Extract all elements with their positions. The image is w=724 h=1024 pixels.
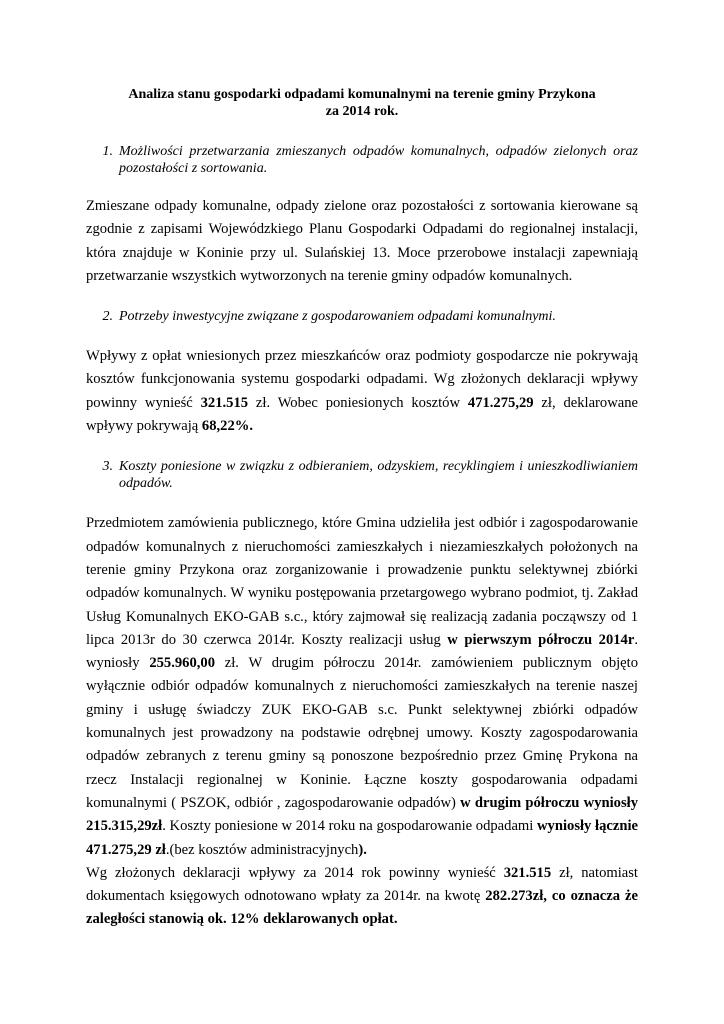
p2-bold-coverage-percent: 68,22%. [201, 418, 253, 435]
p3-text-1: Przedmiotem zamówienia publicznego, które Gmina udzieliła jest odbiór i zagospodarowanie odpadów komunalnych z nieruchomości zamieszkałych i niezamieszkałych położonych na terenie gminy Przykona oraz zorganizowanie i prowadzenie punktu selektywnej zbiórki odpadów komunalnych. W wyniku postępowania przetargowego wybrano podmiot, tj. Zakład Usług Komunalnych EKO-GAB s.c., który zajmował się realizacją zadania począwszy od 1 lipca 2013r do 30 czerwca 2014r. Koszty realizacji usług [86, 515, 638, 648]
p2-text-1: Wpływy z opłat wniesionych przez mieszkańców oraz podmioty gospodarcze nie pokrywają kosztów funkcjonowania systemu gospodarki odpadami. Wg złożonych deklaracji wpływy powinny wynieść [86, 348, 638, 411]
section-heading-3 [86, 458, 638, 492]
p2-bold-total-costs: 471.275,29 [467, 394, 534, 411]
p3-text-3: zł. W drugim półroczu 2014r. zamówieniem publicznym objęto wyłącznie odbiór odpadów komunalnych z nieruchomości zamieszkałych na terenie naszej gminy i usługę świadczy ZUK EKO-GAB s.c. Punkt selektywnej zbiórki odpadów komunalnych jest prowadzony na podstawie odrębnej umowy. Koszty zagospodarowania odpadów zebranych z terenu gminy są ponoszone bezpośrednio przez Gminę Prykona na rzecz Instalacji regionalnej w Koninie. Łączne koszty gospodarowania odpadami komunalnymi ( PSZOK, odbiór , zagospodarowanie odpadów) [86, 655, 639, 811]
p4-bold-arrears: 282.273zł, co oznacza że zaległości stanowią ok. 12% deklarowanych opłat. [86, 888, 638, 928]
section-heading-text-1: Możliwości przetwarzania zmieszanych odpadów komunalnych, odpadów zielonych oraz pozostałości z sortowania. [119, 144, 638, 176]
paragraph-4 [86, 862, 638, 932]
p3-bold-closing: ). [358, 841, 367, 858]
p3-text-5: .(bez kosztów administracyjnych [165, 841, 359, 858]
p2-text-2: zł. Wobec poniesionych kosztów [248, 394, 468, 411]
p4-bold-declared-income: 321.515 [503, 864, 552, 881]
paragraph-3 [86, 512, 638, 861]
paragraph-1: Zmieszane odpady komunalne, odpady zielone oraz pozostałości z sortowania kierowane są zgodnie z zapisami Wojewódzkiego Planu Gospodarki Odpadami do regionalnej instalacji, która znajduje w Koninie przy ul. Sulańskiej 13. Moce przerobowe instalacji zapewniają przetwarzanie wszystkich wytworzonych na terenie gminy odpadów komunalnych. [86, 198, 638, 284]
p3-text-2: . wyniosły [86, 631, 638, 672]
section-heading-text-2: Potrzeby inwestycyjne związane z gospodarowaniem odpadami komunalnymi. [119, 309, 556, 325]
p3-bold-first-half: w pierwszym półroczu 2014r [447, 631, 635, 648]
document-page [86, 86, 638, 932]
section-heading-2 [86, 308, 638, 325]
p4-text-1: Wg złożonych deklaracji wpływy za 2014 rok powinny wynieść [86, 864, 504, 881]
section-number-2: 2. [102, 309, 113, 325]
section-heading-text-3: Koszty poniesione w związku z odbieraniem, odzyskiem, recyklingiem i unieszkodliwianiem odpadów. [119, 459, 638, 492]
p3-bold-first-half-cost: 255.960,00 [149, 655, 215, 672]
paragraph-2 [86, 345, 638, 438]
section-number-3: 3. [102, 459, 113, 475]
section-number-1: 1. [102, 144, 113, 159]
document-title [86, 86, 638, 120]
title-line-1: Analiza stanu gospodarki odpadami komunalnymi na terenie gminy Przykona [128, 87, 596, 102]
p4-text-2: zł, natomiast dokumentach księgowych odnotowano wpłaty za 2014r. na kwotę [86, 864, 638, 905]
p3-text-4: . Koszty poniesione w 2014 roku na gospodarowanie odpadami [162, 818, 538, 835]
p2-text-3: zł, deklarowane wpływy pokrywają [86, 394, 639, 435]
p3-bold-second-half-cost: w drugim półroczu wyniosły 215.315,29zł [86, 794, 638, 835]
section-heading-1 [86, 143, 638, 177]
p3-bold-total-cost: wyniosły łącznie 471.275,29 zł [86, 818, 638, 858]
p2-bold-declared-income: 321.515 [200, 394, 249, 411]
title-line-2: za 2014 rok. [325, 104, 399, 119]
